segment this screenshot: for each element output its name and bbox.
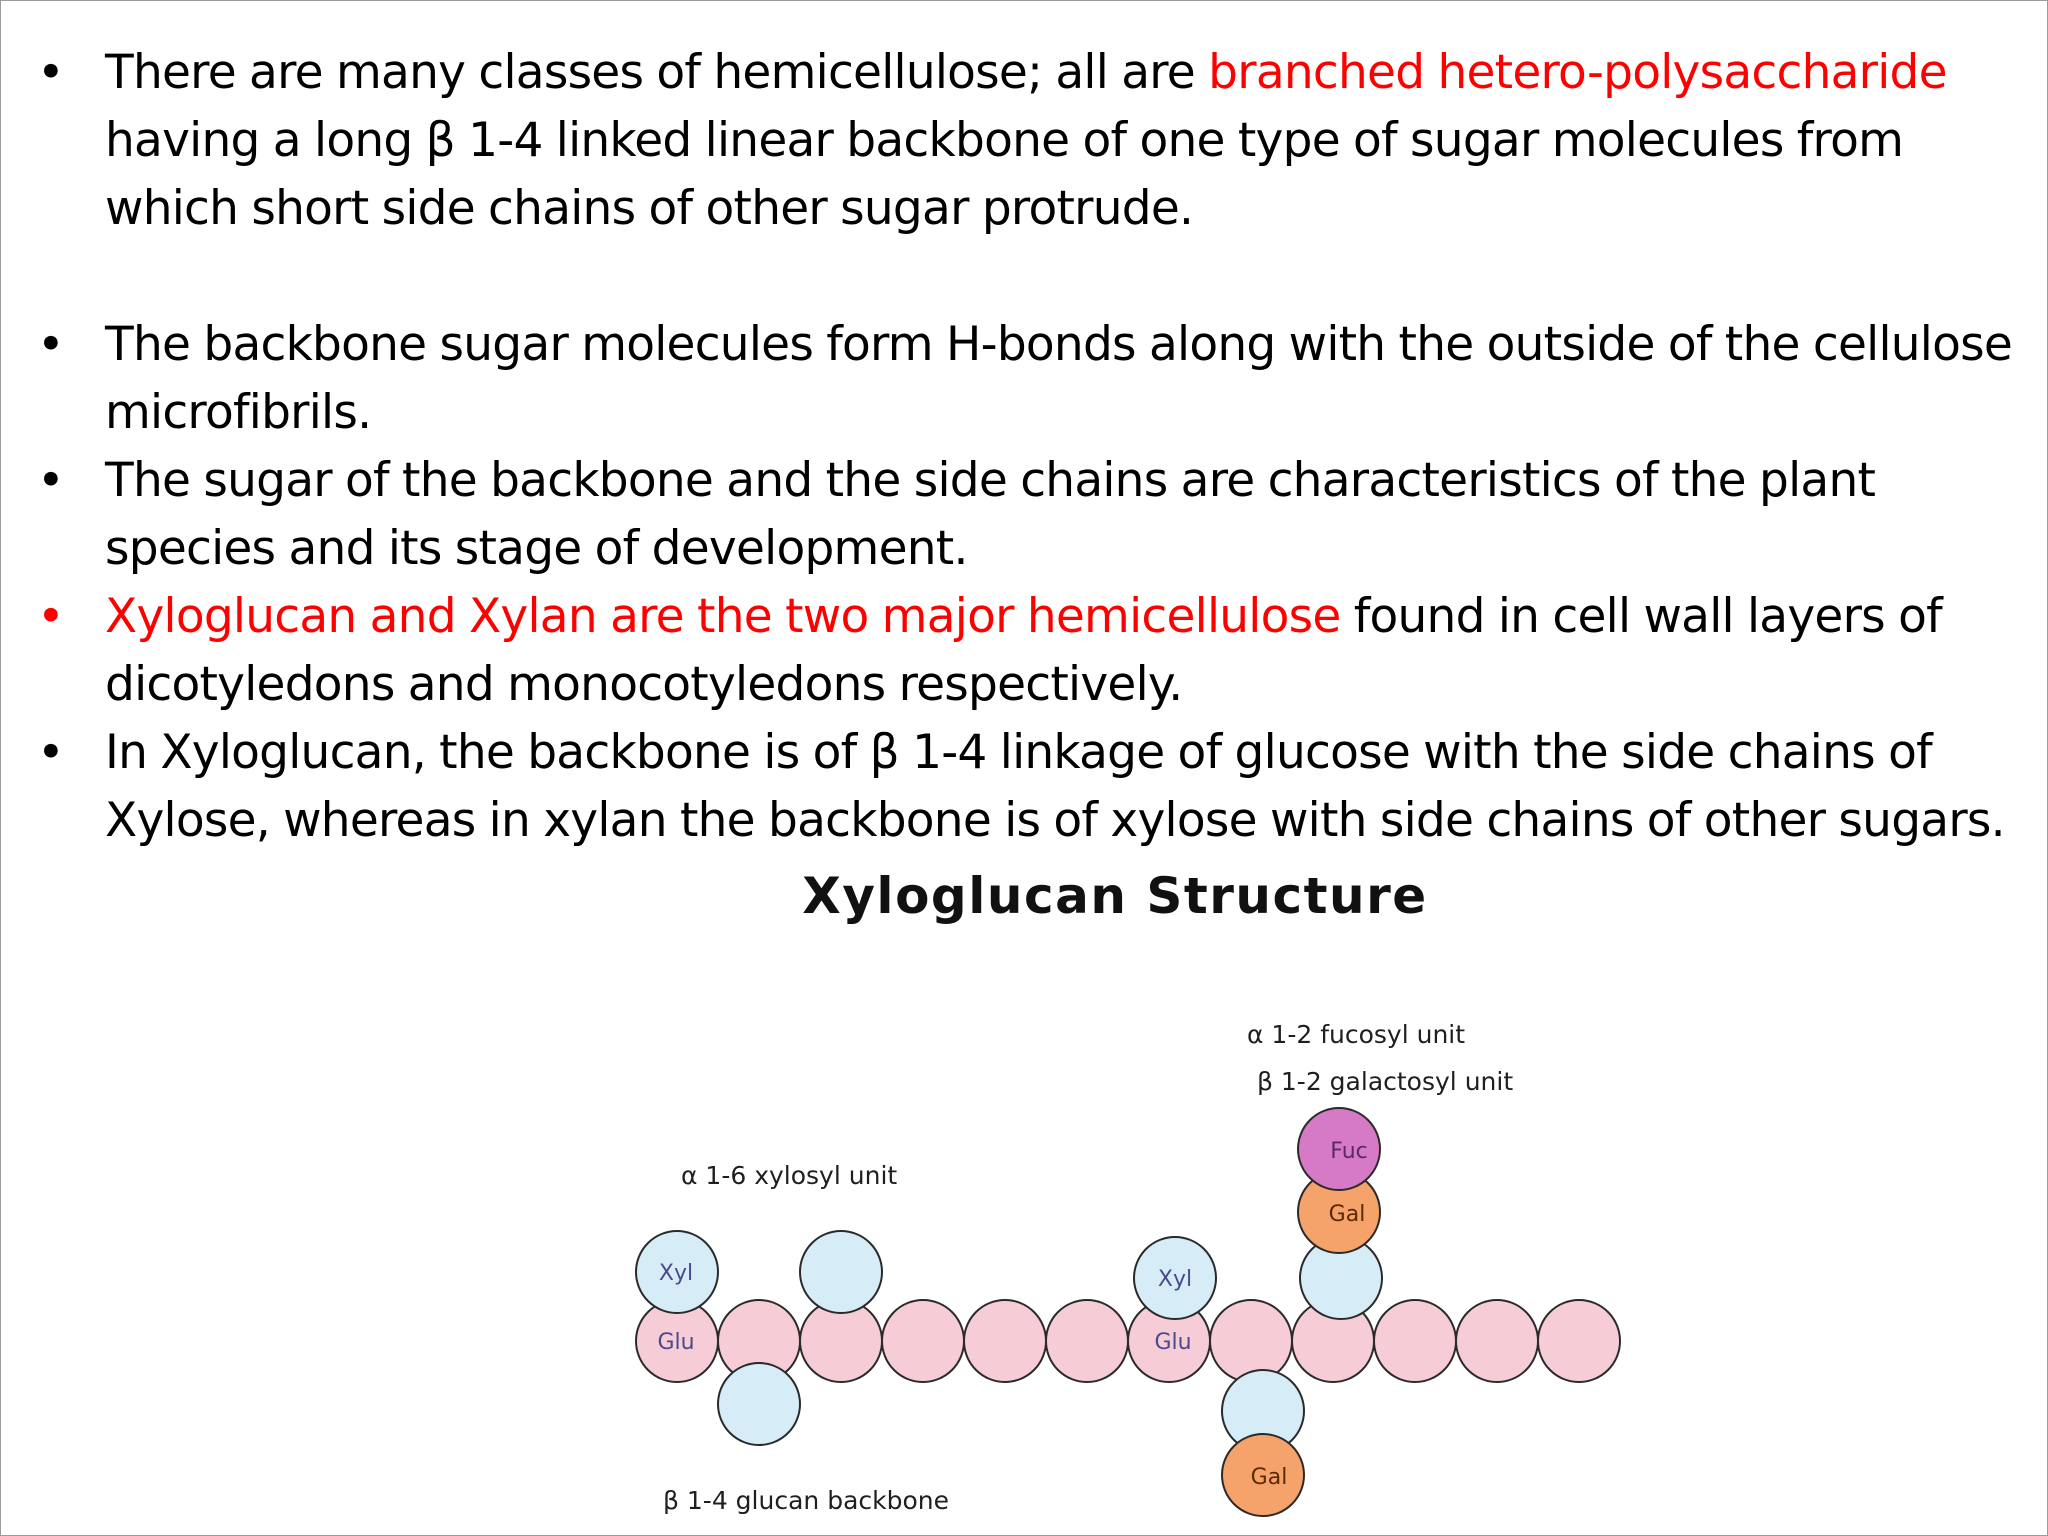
- bullet-list: [1, 39, 2048, 855]
- glucose-unit: [1210, 1300, 1292, 1382]
- gal-label: Gal: [1250, 1465, 1288, 1490]
- glucose-unit: [1046, 1300, 1128, 1382]
- glucose-unit: [1456, 1300, 1538, 1382]
- glu-label: Glu: [1154, 1330, 1192, 1355]
- fucosyl-label: α 1-2 fucosyl unit: [1247, 1020, 1466, 1049]
- xylosyl-label: α 1-6 xylosyl unit: [681, 1161, 898, 1190]
- bullet-text: There are many classes of hemicellulose; all are: [105, 45, 1209, 100]
- bullet-dot: •: [37, 589, 64, 644]
- glucose-unit: [1374, 1300, 1456, 1382]
- glucose-unit: [1538, 1300, 1620, 1382]
- xyloglucan-structure-svg: [1, 861, 2048, 1536]
- bullet-highlight: Xyloglucan and Xylan are the two major hemicellulose: [105, 589, 1341, 644]
- bullet-item-major-hemicellulose: [1, 583, 2048, 719]
- bullet-item-xyloglucan-backbone: [1, 719, 2048, 855]
- bullet-item-hbonds: [1, 311, 2048, 447]
- glu-label: Glu: [657, 1330, 695, 1355]
- glucose-unit: [882, 1300, 964, 1382]
- xylose-unit: [800, 1231, 882, 1313]
- bullet-dot: •: [37, 453, 64, 508]
- bullet-dot: •: [37, 45, 64, 100]
- xylose-unit: [718, 1363, 800, 1445]
- bullet-dot: •: [37, 317, 64, 372]
- glucose-unit: [964, 1300, 1046, 1382]
- bullet-dot: •: [37, 725, 64, 780]
- xyloglucan-diagram: [1, 861, 2048, 1536]
- bullet-item-plant-species: [1, 447, 2048, 583]
- diagram-title: Xyloglucan Structure: [802, 867, 1428, 925]
- xyl-label: Xyl: [658, 1261, 694, 1286]
- xyl-label: Xyl: [1157, 1267, 1193, 1292]
- backbone-label: β 1-4 glucan backbone: [663, 1486, 949, 1515]
- galactosyl-label: β 1-2 galactosyl unit: [1257, 1067, 1514, 1096]
- bullet-text: The backbone sugar molecules form H-bonds along with the outside of the cellulose microfibrils.: [105, 317, 2013, 440]
- bullet-item-hemicellulose-classes: [1, 39, 2048, 243]
- bullet-text: The sugar of the backbone and the side chains are characteristics of the plant species and its stage of development.: [105, 453, 1876, 576]
- bullet-text: having a long β 1-4 linked linear backbone of one type of sugar molecules from which short side chains of other sugar protrude.: [105, 113, 1904, 236]
- fuc-label: Fuc: [1330, 1139, 1368, 1164]
- gal-label: Gal: [1328, 1202, 1366, 1227]
- glucan-backbone: [636, 1300, 1620, 1382]
- bullet-text: found in cell wall layers of dicotyledons and monocotyledons respectively.: [105, 589, 1942, 712]
- bullet-text: In Xyloglucan, the backbone is of β 1-4 linkage of glucose with the side chains of Xylose, whereas in xylan the backbone is of xylose with side chains of other sugars.: [105, 725, 2005, 848]
- bullet-highlight: branched hetero-polysaccharide: [1208, 45, 1947, 100]
